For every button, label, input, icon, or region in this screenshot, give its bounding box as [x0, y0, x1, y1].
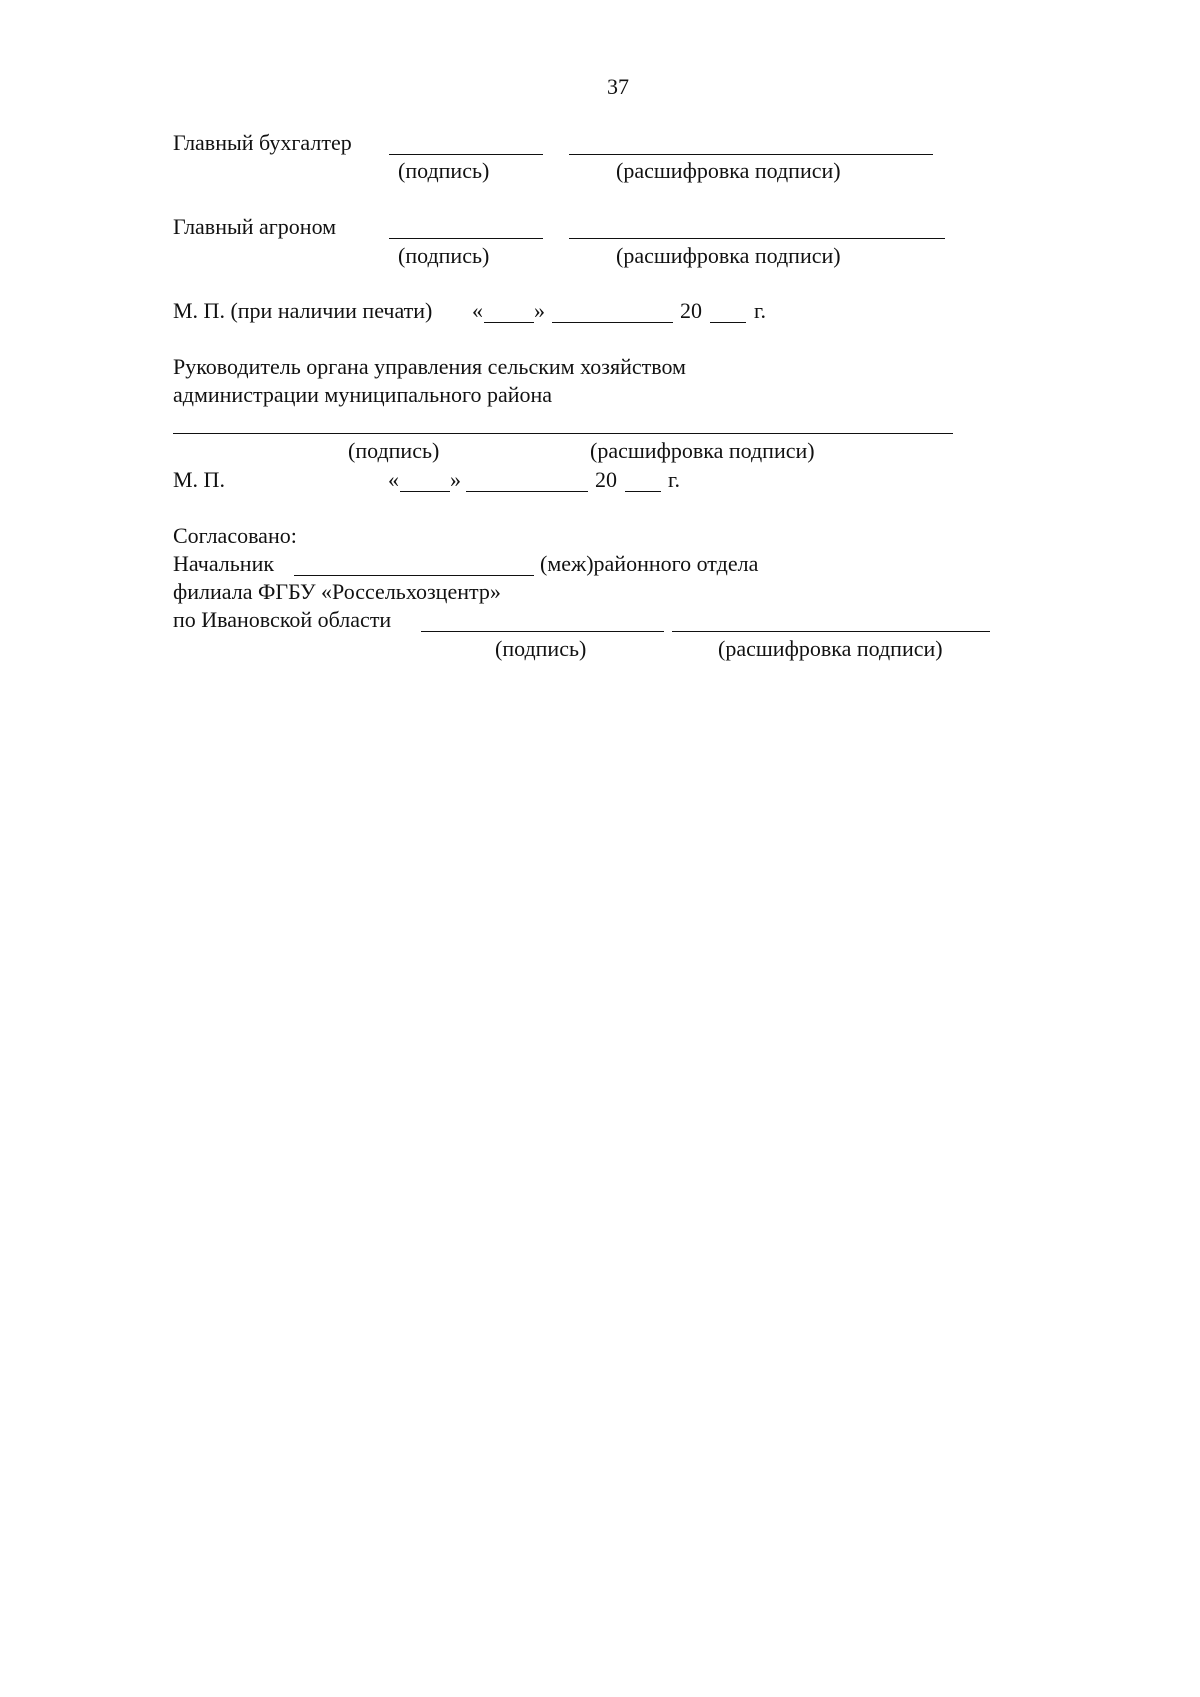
agreed-region: по Ивановской области — [173, 607, 392, 632]
chief-accountant-decoding-caption: (расшифровка подписи) — [616, 158, 841, 183]
day-field-2[interactable] — [400, 491, 450, 492]
chief-agronomist-decoding-field[interactable] — [569, 238, 945, 239]
agreed-head-name-field[interactable] — [294, 575, 534, 576]
head-title-line-1: Руководитель органа управления сельским хозяйством — [173, 354, 686, 379]
agreed-decoding-caption: (расшифровка подписи) — [718, 636, 943, 661]
head-decoding-caption: (расшифровка подписи) — [590, 438, 815, 463]
close-quote-2: » — [450, 467, 461, 492]
chief-agronomist-signature-caption: (подпись) — [398, 243, 490, 268]
head-signature-caption: (подпись) — [348, 438, 440, 463]
chief-accountant-decoding-field[interactable] — [569, 154, 933, 155]
month-field-1[interactable] — [552, 322, 673, 323]
chief-agronomist-decoding-caption: (расшифровка подписи) — [616, 243, 841, 268]
year-field-2[interactable] — [625, 491, 661, 492]
chief-accountant-signature-field[interactable] — [389, 154, 543, 155]
agreed-title: Согласовано: — [173, 523, 297, 548]
year-suffix-1: г. — [754, 298, 767, 323]
year-suffix-2: г. — [668, 467, 681, 492]
seal-label-1: М. П. (при наличии печати) — [173, 298, 433, 323]
close-quote-1: » — [534, 298, 545, 323]
day-field-1[interactable] — [484, 322, 534, 323]
chief-agronomist-signature-field[interactable] — [389, 238, 543, 239]
head-signature-field[interactable] — [173, 433, 953, 434]
seal-label-2: М. П. — [173, 467, 225, 492]
head-title-line-2: администрации муниципального района — [173, 382, 553, 407]
chief-agronomist-label: Главный агроном — [173, 214, 337, 239]
agreed-signature-field[interactable] — [421, 631, 664, 632]
page-number: 37 — [607, 74, 629, 99]
year-field-1[interactable] — [710, 322, 746, 323]
open-quote-2: « — [388, 467, 399, 492]
month-field-2[interactable] — [466, 491, 588, 492]
agreed-decoding-field[interactable] — [672, 631, 990, 632]
year-prefix-1: 20 — [680, 298, 702, 323]
agreed-signature-caption: (подпись) — [495, 636, 587, 661]
chief-accountant-signature-caption: (подпись) — [398, 158, 490, 183]
agreed-department: (меж)районного отдела — [540, 551, 759, 576]
year-prefix-2: 20 — [595, 467, 617, 492]
agreed-branch: филиала ФГБУ «Россельхозцентр» — [173, 579, 501, 604]
chief-accountant-label: Главный бухгалтер — [173, 130, 352, 155]
agreed-head-label: Начальник — [173, 551, 275, 576]
open-quote-1: « — [472, 298, 483, 323]
